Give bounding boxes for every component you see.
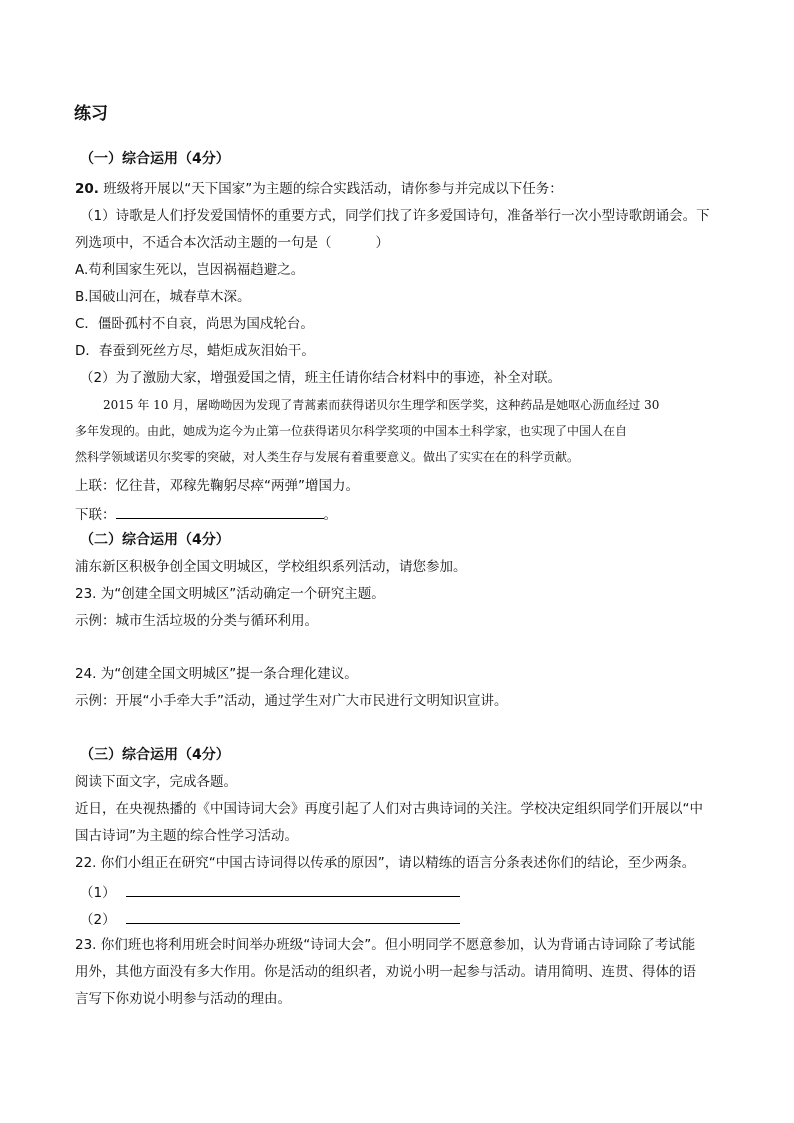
closing-paren: ） <box>375 235 389 251</box>
item-2-label: （2） <box>80 912 116 928</box>
passage-line-2: 多年发现的。由此，她成为迄今为止第一位获得诺贝尔科学奖项的中国本土科学家，也实现了中国人在自 <box>75 424 628 438</box>
question-23-persuade-line-2: 用外，其他方面没有多大作用。你是活动的组织者，劝说小明一起参与活动。请用简明、连贯、得体的语 <box>75 964 696 980</box>
question-24: 24. 为“创建全国文明城区”提一条合理化建议。 <box>75 666 358 682</box>
option-c: C．僵卧孤村不自哀，尚思为国戍轮台。 <box>75 316 314 332</box>
question-23-topic: 23. 为“创建全国文明城区”活动确定一个研究主题。 <box>75 586 385 602</box>
passage-line-1: 2015 年 10 月，屠呦呦因为发现了青蒿素而获得诺贝尔生理学和医学奖，这种药品是她呕心沥血经过 30 <box>103 398 660 412</box>
question-20-text: 班级将开展以“天下国家”为主题的综合实践活动，请你参与并完成以下任务： <box>98 181 563 197</box>
question-20-1-line-2 <box>75 235 735 252</box>
section-1-heading: （一）综合运用（4分） <box>80 151 230 167</box>
question-22-item-2 <box>80 910 740 929</box>
item-1-label: （1） <box>80 885 116 901</box>
material-passage <box>75 392 735 470</box>
section-3-paragraph-line-2: 国古诗词”为主题的综合性学习活动。 <box>75 828 298 844</box>
question-23-persuade-line-1: 23. 你们班也将利用班会时间举办班级“诗词大会”。但小明同学不愿意参加，认为背诵古诗词除了考试能 <box>75 937 696 953</box>
answer-blank-2[interactable] <box>126 910 460 924</box>
couplet-lower-end: 。 <box>323 507 337 523</box>
question-20-2: （2）为了激励大家，增强爱国之情，班主任请你结合材料中的事迹，补全对联。 <box>80 370 562 386</box>
section-3-paragraph-line-1: 近日，在央视热播的《中国诗词大会》再度引起了人们对古典诗词的关注。学校决定组织同学们开展以“中 <box>75 801 703 817</box>
page-title: 练习 <box>74 104 108 124</box>
question-22: 22. 你们小组正在研究“中国古诗词得以传承的原因”，请以精练的语言分条表述你们的结论，至少两条。 <box>75 855 696 871</box>
question-24-example: 示例：开展“小手牵大手”活动，通过学生对广大市民进行文明知识宣讲。 <box>75 693 508 709</box>
question-23-example: 示例：城市生活垃圾的分类与循环利用。 <box>75 613 318 629</box>
couplet-lower-blank[interactable] <box>116 505 324 519</box>
option-a: A.苟利国家生死以，岂因祸福趋避之。 <box>75 262 305 278</box>
passage-line-3: 然科学领域诺贝尔奖零的突破，对人类生存与发展有着重要意义。做出了实实在在的科学贡献。 <box>75 450 580 464</box>
option-b: B.国破山河在，城春草木深。 <box>75 289 251 305</box>
answer-blank-1[interactable] <box>126 883 460 897</box>
section-3-intro: 阅读下面文字，完成各题。 <box>75 774 237 790</box>
question-20-1-prompt: 列选项中，不适合本次活动主题的一句是（ <box>75 235 332 251</box>
couplet-lower-label: 下联： <box>75 507 116 523</box>
section-3-heading: （三）综合运用（4分） <box>80 747 230 763</box>
couplet-upper: 上联：忆往昔，邓稼先鞠躬尽瘁“两弹”增国力。 <box>75 478 359 494</box>
question-22-item-1 <box>80 883 740 902</box>
option-d: D．春蚕到死丝方尽，蜡炬成灰泪始干。 <box>75 343 315 359</box>
section-2-heading: （二）综合运用（4分） <box>80 532 230 548</box>
couplet-lower <box>75 505 735 524</box>
question-20-number: 20. <box>75 181 99 197</box>
question-23-persuade-line-3: 言写下你劝说小明参与活动的理由。 <box>75 991 291 1007</box>
question-20-1-line-1: （1）诗歌是人们抒发爱国情怀的重要方式，同学们找了许多爱国诗句，准备举行一次小型诗歌朗诵会。下 <box>80 208 710 224</box>
section-2-intro: 浦东新区积极争创全国文明城区，学校组织系列活动，请您参加。 <box>75 559 467 575</box>
question-20 <box>75 181 735 198</box>
